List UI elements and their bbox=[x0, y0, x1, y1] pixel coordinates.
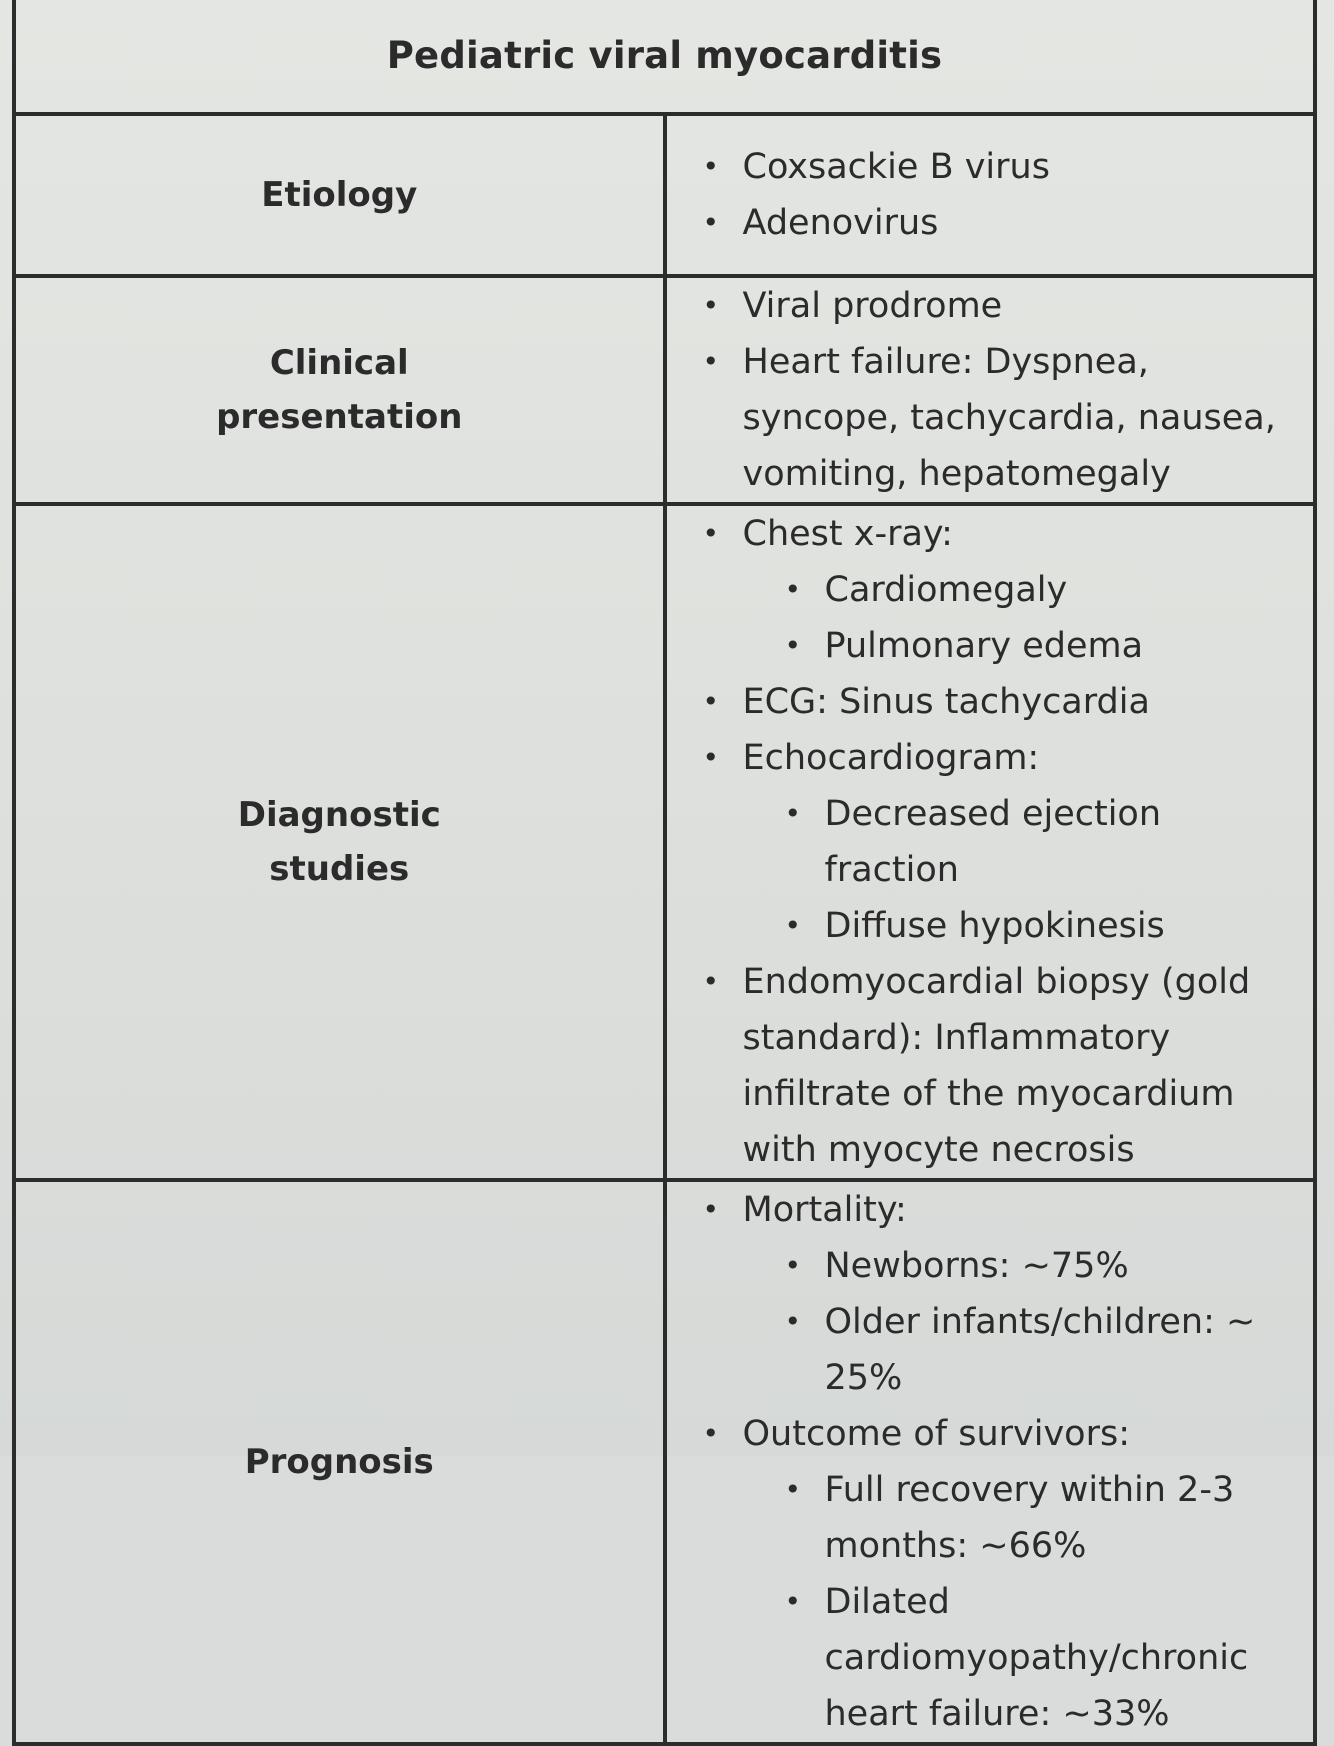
table-row-prognosis bbox=[14, 1180, 1315, 1744]
list-item: • Heart failure: Dyspnea, syncope, tachycardia, nausea, vomiting, hepatomegaly bbox=[703, 334, 1294, 502]
list-item: • Echocardiogram: bbox=[703, 730, 1294, 786]
list-item: • Chest x-ray: bbox=[703, 506, 1294, 562]
table-row-diagnostic-studies bbox=[14, 504, 1315, 1180]
bullet-icon: • bbox=[784, 1585, 802, 1618]
list-item: • Endomyocardial biopsy (gold standard): Inflammatory infiltrate of the myocardium with myocyte necrosis bbox=[703, 954, 1294, 1178]
list-item: • Full recovery within 2-3 months: ~66% bbox=[785, 1462, 1294, 1574]
row-label-clinical-presentation: Clinical presentation bbox=[14, 276, 665, 504]
list-item: • Pulmonary edema bbox=[785, 618, 1294, 674]
table-row-clinical-presentation bbox=[14, 276, 1315, 504]
bullet-icon: • bbox=[702, 1193, 720, 1226]
list-item: • Mortality: bbox=[703, 1182, 1294, 1238]
list-item: • ECG: Sinus tachycardia bbox=[703, 674, 1294, 730]
myocarditis-table bbox=[12, 0, 1317, 1746]
row-content-clinical-presentation bbox=[665, 276, 1316, 504]
list-item: • Decreased ejection fraction bbox=[785, 786, 1294, 898]
row-label-prognosis: Prognosis bbox=[14, 1180, 665, 1744]
bullet-icon: • bbox=[784, 1305, 802, 1338]
bullet-icon: • bbox=[784, 797, 802, 830]
bullet-icon: • bbox=[702, 1417, 720, 1450]
list-item: • Viral prodrome bbox=[703, 278, 1294, 334]
list-item: • Adenovirus bbox=[703, 195, 1294, 251]
bullet-icon: • bbox=[702, 685, 720, 718]
table-row-etiology bbox=[14, 114, 1315, 276]
bullet-icon: • bbox=[702, 965, 720, 998]
row-content-diagnostic-studies bbox=[665, 504, 1316, 1180]
bullet-icon: • bbox=[784, 573, 802, 606]
list-item: • Diffuse hypokinesis bbox=[785, 898, 1294, 954]
list-item: • Outcome of survivors: bbox=[703, 1406, 1294, 1462]
row-label-diagnostic-studies: Diagnostic studies bbox=[14, 504, 665, 1180]
bullet-icon: • bbox=[702, 150, 720, 183]
list-item: • Coxsackie B virus bbox=[703, 139, 1294, 195]
bullet-icon: • bbox=[784, 629, 802, 662]
bullet-icon: • bbox=[702, 345, 720, 378]
bullet-icon: • bbox=[702, 517, 720, 550]
list-item: • Dilated cardiomyopathy/chronic heart failure: ~33% bbox=[785, 1574, 1294, 1742]
list-item: • Cardiomegaly bbox=[785, 562, 1294, 618]
bullet-icon: • bbox=[784, 1473, 802, 1506]
row-content-prognosis bbox=[665, 1180, 1316, 1744]
list-item: • Older infants/children: ~ 25% bbox=[785, 1294, 1294, 1406]
row-content-etiology bbox=[665, 114, 1316, 276]
bullet-icon: • bbox=[784, 909, 802, 942]
list-item: • Newborns: ~75% bbox=[785, 1238, 1294, 1294]
bullet-icon: • bbox=[702, 741, 720, 774]
row-label-etiology: Etiology bbox=[14, 114, 665, 276]
bullet-icon: • bbox=[784, 1249, 802, 1282]
table-title: Pediatric viral myocarditis bbox=[14, 0, 1315, 114]
bullet-icon: • bbox=[702, 289, 720, 322]
bullet-icon: • bbox=[702, 206, 720, 239]
